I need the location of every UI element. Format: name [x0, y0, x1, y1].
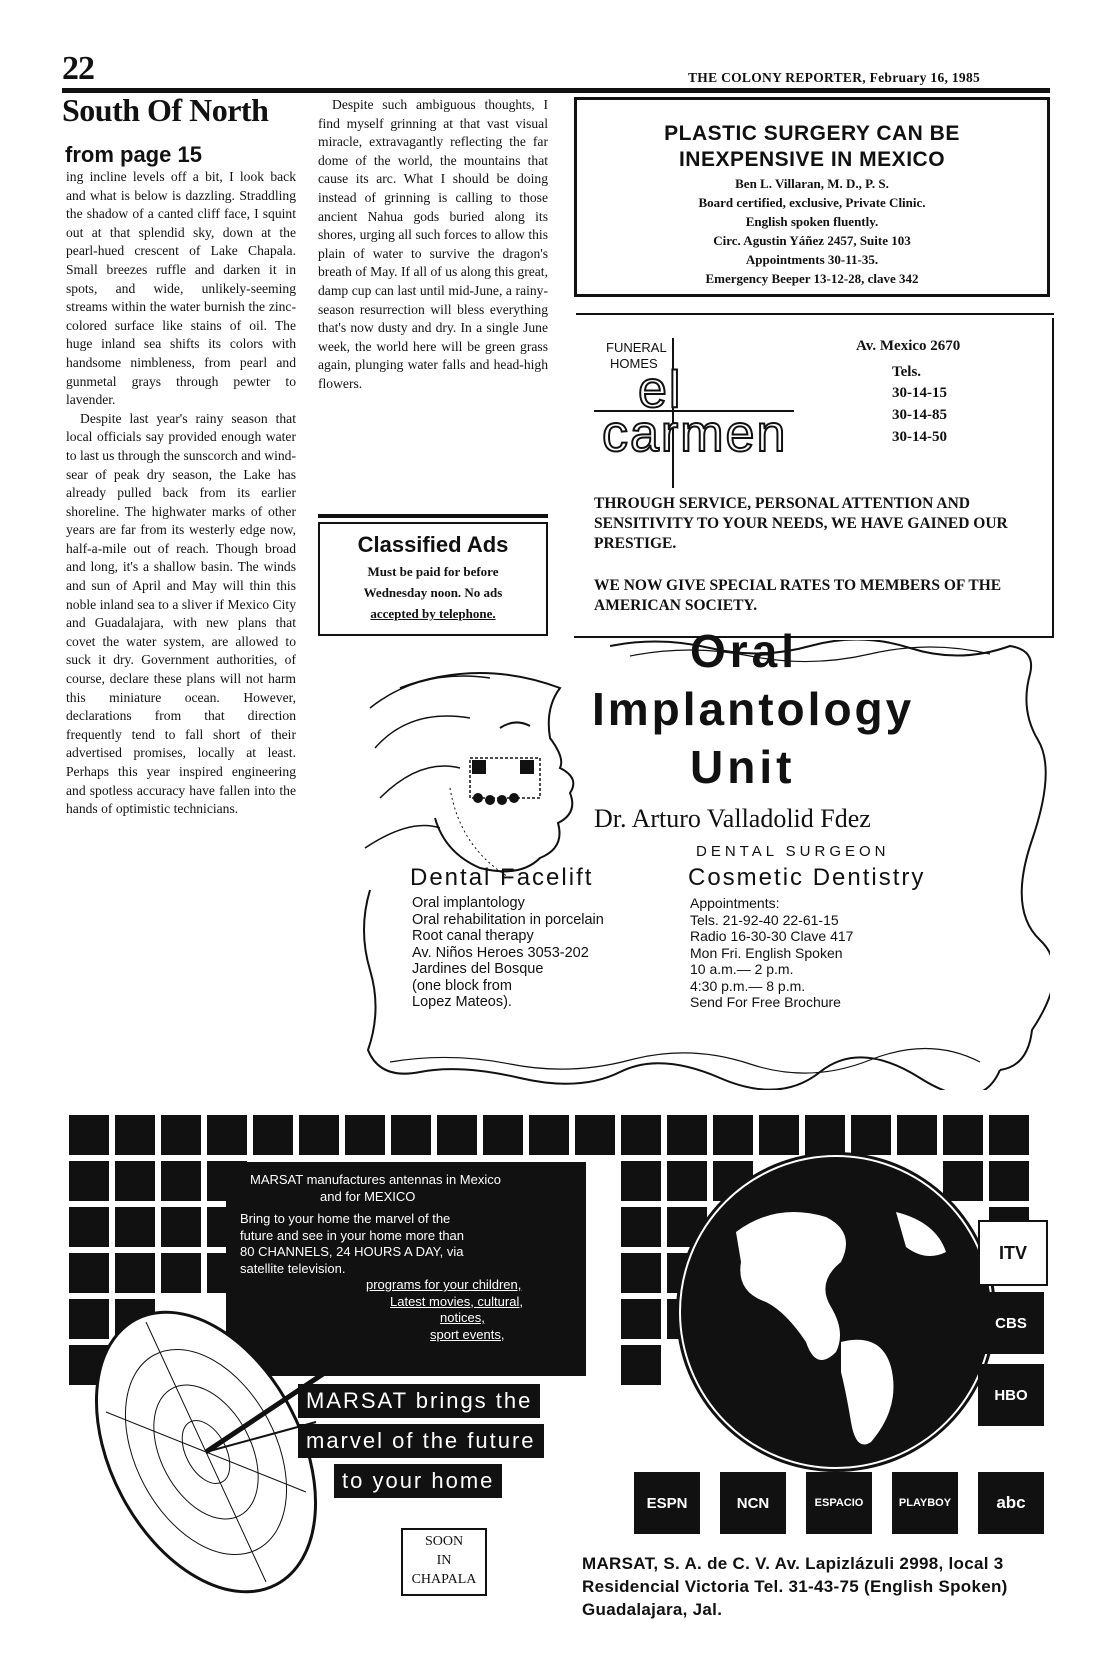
- soon-line-3: CHAPALA: [411, 1572, 477, 1587]
- classified-line-2: Wednesday noon. No ads: [363, 585, 503, 600]
- funeral-top-rule: [576, 313, 1054, 315]
- marsat-box-u2: Latest movies, cultural,: [390, 1293, 523, 1309]
- funeral-brand: carmen: [602, 405, 788, 463]
- dental-left-line: Av. Niños Heroes 3053-202: [412, 944, 589, 961]
- article-column-2: [318, 96, 548, 394]
- hbo-logo: HBO: [978, 1364, 1044, 1426]
- dental-left-line: (one block from: [412, 977, 512, 994]
- dental-left-line: Oral rehabilitation in porcelain: [412, 911, 604, 928]
- dental-left-line: Jardines del Bosque: [412, 961, 544, 977]
- soon-line-1: SOON: [424, 1534, 464, 1549]
- funeral-label-2: HOMES: [610, 356, 658, 371]
- classified-line-1: Must be paid for before: [367, 564, 499, 579]
- ncn-logo: NCN: [720, 1472, 786, 1534]
- marsat-contact: MARSAT, S. A. de C. V. Av. Lapizlázuli 2998, local 3 Residencial Victoria Tel. 31-43-75 (English Spoken) Guadalajara, Jal.: [582, 1554, 1008, 1619]
- marsat-globe: [666, 1142, 1006, 1482]
- classified-title: Classified Ads: [357, 532, 509, 557]
- marsat-box-u1: programs for your children,: [366, 1277, 522, 1292]
- soon-in-chapala-box: [401, 1528, 487, 1596]
- marsat-box-line-2: and for MEXICO: [320, 1188, 416, 1204]
- plastic-line-6: Emergency Beeper 13-12-28, clave 342: [705, 271, 919, 286]
- article-column-1: [66, 168, 296, 819]
- dental-ad: [360, 625, 1050, 1090]
- dental-title-1: Oral: [690, 625, 799, 677]
- dental-left-line: Lopez Mateos).: [412, 994, 512, 1010]
- funeral-brand-top: el: [638, 361, 683, 419]
- marsat-box-line-3: Bring to your home the marvel of the: [240, 1211, 451, 1226]
- plastic-line-2: Board certified, exclusive, Private Clinic.: [698, 195, 926, 210]
- marsat-slogan-line-1: MARSAT brings the: [298, 1384, 540, 1418]
- dental-doctor: Dr. Arturo Valladolid Fdez: [594, 804, 871, 833]
- classified-line-3: accepted by telephone.: [370, 606, 496, 621]
- abc-logo: abc: [978, 1472, 1044, 1534]
- soon-line-2: IN: [436, 1553, 452, 1568]
- dental-right-line: Tels. 21-92-40 22-61-15: [690, 911, 839, 928]
- classified-box: [318, 522, 548, 636]
- article-continued: from page 15: [65, 142, 202, 167]
- funeral-label-1: FUNERAL: [606, 340, 667, 355]
- marsat-ad: [66, 1112, 1050, 1642]
- plastic-line-5: Appointments 30-11-35.: [745, 252, 879, 267]
- dental-left-line: Root canal therapy: [412, 928, 534, 944]
- espacio-logo: ESPACIO: [806, 1472, 872, 1534]
- plastic-line-3: English spoken fluently.: [745, 214, 879, 229]
- espn-logo: ESPN: [634, 1472, 700, 1534]
- marsat-slogan-line-2: marvel of the future: [298, 1424, 544, 1458]
- dental-right-head: Cosmetic Dentistry: [688, 864, 926, 891]
- article-paragraph-1: ing incline levels off a bit, I look back and what is below is dazzling. Straddling the shadow of a canted cliff face, I squint out at that splendid sky, down at the pearl-hued crescent of Lake Chapala. Small breezes ruffle and darken it in spots, and wide, unlikely-seeming streams within the water burnish the zinc-colored surface like stains of oil. The huge inland sea shifts its colors with handsome nimbleness, from pearl and gunmetal grays through pewter to lavender.: [66, 169, 296, 408]
- funeral-tel-3: 30-14-50: [892, 429, 947, 445]
- funeral-slogan: THROUGH SERVICE, PERSONAL ATTENTION AND SENSITIVITY TO YOUR NEEDS, WE HAVE GAINED OUR PRESTIGE.: [594, 495, 1008, 552]
- marsat-slogan-line-3: to your home: [334, 1464, 502, 1498]
- funeral-ad: [574, 318, 1054, 638]
- cbs-logo: CBS: [978, 1292, 1044, 1354]
- dental-right-line: 10 a.m.— 2 p.m.: [690, 961, 794, 977]
- marsat-box-line-1: MARSAT manufactures antennas in Mexico: [250, 1172, 501, 1187]
- funeral-offer: WE NOW GIVE SPECIAL RATES TO MEMBERS OF THE AMERICAN SOCIETY.: [594, 577, 1002, 614]
- plastic-doctor: Ben L. Villaran, M. D., P. S.: [735, 176, 889, 191]
- plastic-headline-1: PLASTIC SURGERY CAN BE: [664, 122, 960, 145]
- marsat-box-line-5: 80 CHANNELS, 24 HOURS A DAY, via: [240, 1244, 464, 1259]
- dental-title-3: Unit: [690, 741, 796, 793]
- dental-role: DENTAL SURGEON: [696, 843, 890, 860]
- dental-right-line: Send For Free Brochure: [690, 994, 841, 1010]
- itv-logo: ITV: [978, 1220, 1048, 1286]
- dental-right-line: Appointments:: [690, 895, 780, 911]
- funeral-tel-2: 30-14-85: [892, 407, 947, 423]
- marsat-box-u3: notices,: [440, 1310, 485, 1325]
- dental-right-lines: [690, 895, 853, 1011]
- dental-left-head: Dental Facelift: [410, 864, 594, 891]
- dental-title-2: Implantology: [592, 683, 915, 735]
- marsat-slogan: [298, 1384, 598, 1498]
- page-number: 22: [62, 50, 94, 87]
- playboy-logo: PLAYBOY: [892, 1472, 958, 1534]
- marsat-box-line-4: future and see in your home more than: [240, 1227, 465, 1243]
- dental-right-line: 4:30 p.m.— 8 p.m.: [690, 977, 806, 994]
- article-paragraph-2: Despite last year's rainy season that local officials say provided enough water to last us through the sunscorch and wind-sear of peak dry season, the Lake has already pulled back from its earlier shoreline. The highwater marks of other years are far from its westerly edge now, half-a-mile out of reach. Though broad and long, it's a shallow basin. The winds and sun of April and May will thin this noble inland sea to a sliver if Mexico City and Guadalajara, with new plans that covet the water system, are allowed to suck it dry. Government authorities, of course, declare these plans will not harm this miniature ocean. However, declarations from that direction frequently tend to fall short of their advertised promises, locally at least. Perhaps this year inspired engineering and spotless accuracy have fallen into the hands of optimistic technicians.: [66, 410, 296, 817]
- dental-left-line: Oral implantology: [412, 895, 525, 911]
- classified-top-rule: [318, 514, 548, 518]
- dental-left-lines: [412, 895, 604, 1011]
- article-paragraph-3: Despite such ambiguous thoughts, I find myself grinning at that vast visual miracle, extravagantly reflecting the far dome of the world, the mountains that cause its arc. What I should be doing instead of grinning is calling to those ancient Nahua gods buried along its shores, urging all such forces to allow this plain of water to survive the dragon's breath of May. If all of us along this great, damp cup can last until mid-June, a rainy-season resurrection will bless everything that's now dusty and dry. In a single June week, the world here will be green grass again, plunging water falls and head-high flowers.: [318, 97, 548, 391]
- dental-right-line: Mon Fri. English Spoken: [690, 944, 843, 961]
- article-title: South Of North: [62, 92, 269, 128]
- marsat-box-u4: sport events,: [430, 1326, 505, 1342]
- plastic-headline-2: INEXPENSIVE IN MEXICO: [678, 148, 946, 171]
- plastic-line-4: Circ. Agustin Yáñez 2457, Suite 103: [713, 233, 911, 248]
- funeral-tels-label: Tels.: [892, 364, 922, 380]
- marsat-box-line-6: satellite television.: [240, 1260, 346, 1276]
- funeral-tel-1: 30-14-15: [892, 385, 947, 401]
- dental-right-line: Radio 16-30-30 Clave 417: [690, 928, 854, 944]
- plastic-surgery-ad: [574, 97, 1050, 297]
- publication-line: THE COLONY REPORTER, February 16, 1985: [688, 70, 981, 85]
- funeral-address: Av. Mexico 2670: [856, 338, 961, 354]
